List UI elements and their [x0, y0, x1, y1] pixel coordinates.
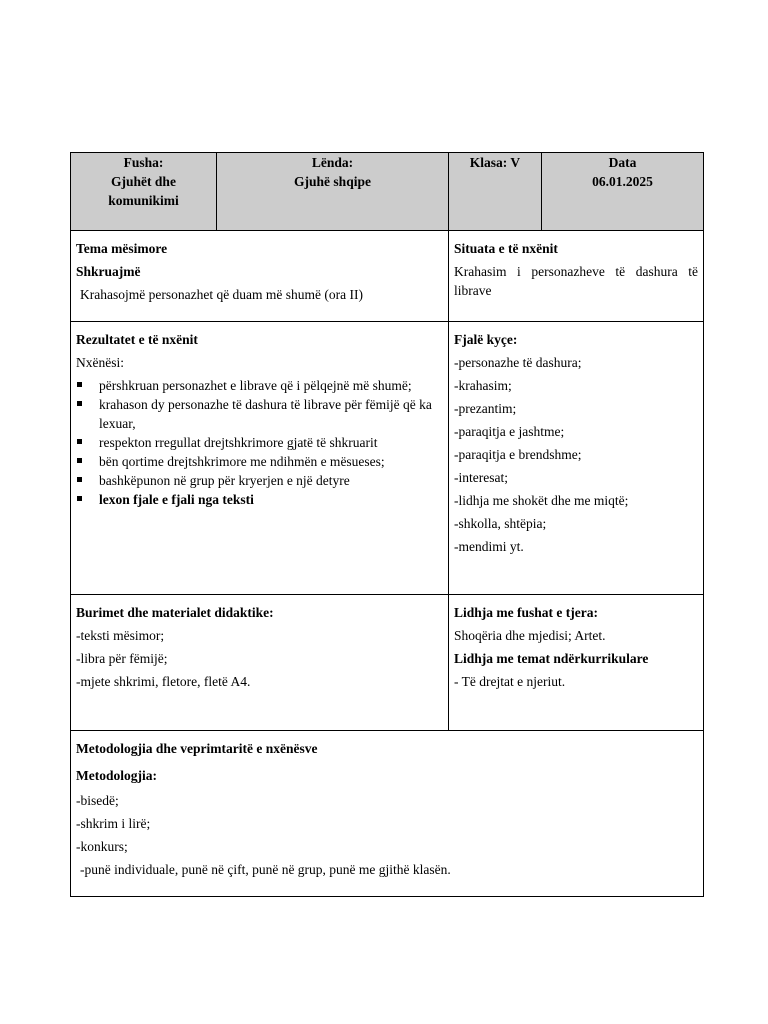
list-item: bën qortime drejtshkrimore me ndihmën e mësueses;: [76, 452, 443, 471]
list-item: -prezantim;: [454, 401, 517, 416]
list-item: -teksti mësimor;: [76, 628, 165, 643]
lidhja-cell: [449, 595, 704, 731]
list-item: -shkrim i lirë;: [76, 816, 151, 831]
lidhja-title2: Lidhja me temat ndërkurrikulare: [454, 651, 649, 666]
list-item: -shkolla, shtëpia;: [454, 516, 547, 531]
tema-cell: [71, 231, 449, 322]
list-item: bashkëpunon në grup për kryerjen e një detyre: [76, 471, 443, 490]
fjale-kyce-cell: [449, 322, 704, 595]
lenda-label: Lënda:: [311, 155, 354, 170]
klasa-cell: [449, 153, 542, 231]
rezultatet-intro: Nxënësi:: [76, 355, 124, 370]
metodologjia-cell: [71, 731, 704, 897]
list-item: -punë individuale, punë në çift, punë në grup, punë me gjithë klasën.: [80, 862, 451, 877]
metodologjia-subtitle: Metodologjia:: [76, 768, 157, 783]
rezultatet-row: [71, 322, 704, 595]
burimet-cell: [71, 595, 449, 731]
tema-subtitle: Shkruajmë: [76, 264, 141, 279]
list-item: lexon fjale e fjali nga teksti: [76, 490, 443, 509]
list-item: -konkurs;: [76, 839, 128, 854]
fusha-cell: [71, 153, 217, 231]
lenda-value: Gjuhë shqipe: [294, 174, 371, 189]
tema-text: Krahasojmë personazhet që duam më shumë (ora II): [80, 287, 364, 302]
lesson-plan-table: [70, 152, 704, 897]
list-item: -bisedë;: [76, 793, 119, 808]
lidhja-text2: - Të drejtat e njeriut.: [454, 674, 566, 689]
tema-title: Tema mësimore: [76, 241, 168, 256]
list-item: -personazhe të dashura;: [454, 355, 582, 370]
metodologjia-row: [71, 731, 704, 897]
rezultatet-title: Rezultatet e të nxënit: [76, 332, 198, 347]
fusha-label: Fusha:: [123, 155, 164, 170]
situata-text: Krahasim i personazheve të dashura të librave: [454, 264, 698, 298]
metodologjia-title: Metodologjia dhe veprimtaritë e nxënësve: [76, 741, 318, 756]
fusha-value-line1: Gjuhët dhe: [111, 174, 176, 189]
list-item: -mjete shkrimi, fletore, fletë A4.: [76, 674, 251, 689]
burimet-title: Burimet dhe materialet didaktike:: [76, 605, 274, 620]
tema-row: [71, 231, 704, 322]
list-item: -paraqitja e jashtme;: [454, 424, 565, 439]
data-value: 06.01.2025: [592, 174, 653, 189]
list-item: -interesat;: [454, 470, 508, 485]
list-item: -mendimi yt.: [454, 539, 524, 554]
list-item: -paraqitja e brendshme;: [454, 447, 582, 462]
list-item: përshkruan personazhet e librave që i pëlqejnë më shumë;: [76, 376, 443, 395]
list-item: -libra për fëmijë;: [76, 651, 168, 666]
situata-cell: [449, 231, 704, 322]
fjale-kyce-title: Fjalë kyçe:: [454, 332, 518, 347]
data-label: Data: [608, 155, 637, 170]
data-cell: [542, 153, 704, 231]
list-item: respekton rregullat drejtshkrimore gjatë të shkruarit: [76, 433, 443, 452]
rezultatet-cell: [71, 322, 449, 595]
header-row: [71, 153, 704, 231]
fusha-value-line2: komunikimi: [108, 193, 179, 208]
list-item: -krahasim;: [454, 378, 512, 393]
klasa-value: Klasa: V: [469, 155, 521, 170]
lidhja-text: Shoqëria dhe mjedisi; Artet.: [454, 628, 606, 643]
list-item: krahason dy personazhe të dashura të librave për fëmijë që ka lexuar,: [76, 395, 443, 433]
lidhja-title: Lidhja me fushat e tjera:: [454, 605, 598, 620]
burimet-row: [71, 595, 704, 731]
situata-title: Situata e të nxënit: [454, 241, 558, 256]
rezultatet-list: [76, 376, 443, 509]
lenda-cell: [217, 153, 449, 231]
list-item: -lidhja me shokët dhe me miqtë;: [454, 493, 629, 508]
